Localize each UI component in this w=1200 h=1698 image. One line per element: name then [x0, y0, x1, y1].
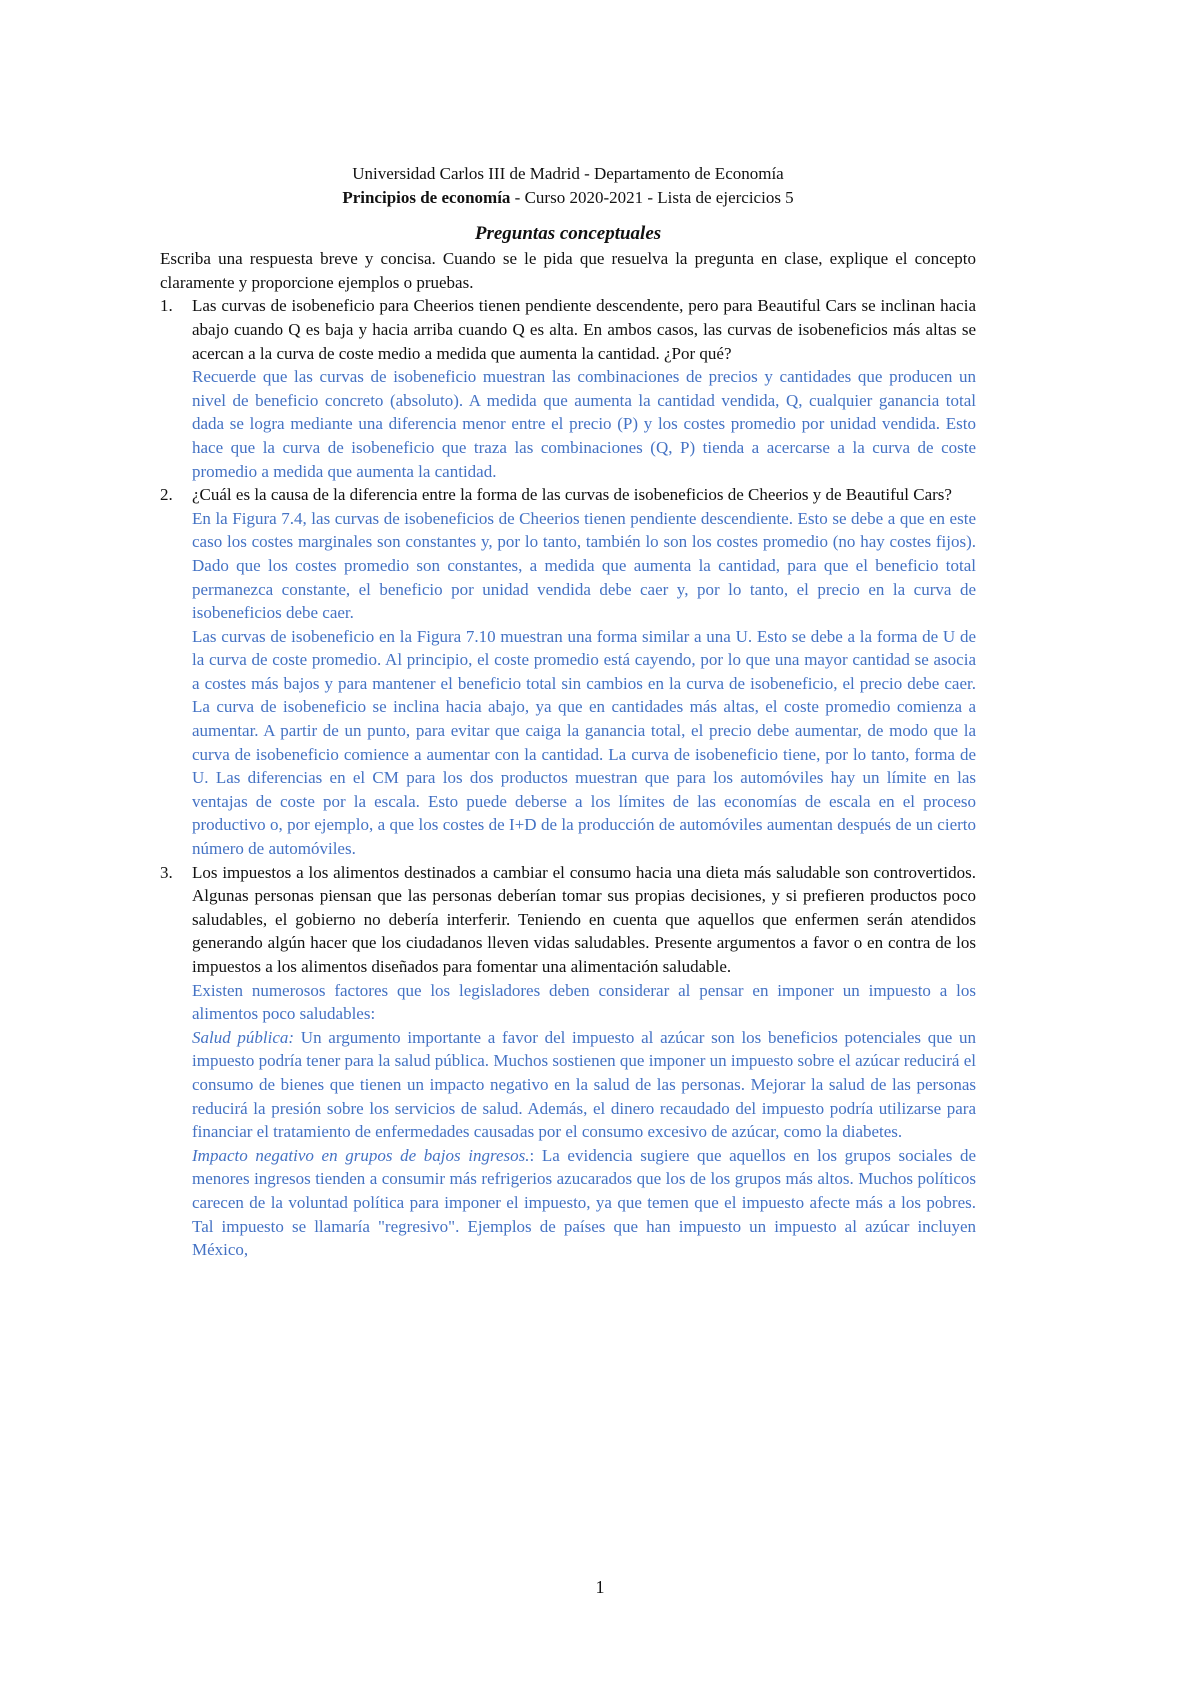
answer-text: Recuerde que las curvas de isobeneficio muestran las combinaciones de precios y cantidades que producen un nivel de beneficio concreto (absoluto). A medida que aumenta la cantidad vendida, Q, cualquier ganancia total dada se logra mediante una diferencia menor entre el precio (P) y los costes promedio por unidad vendida. Esto hace que la curva de isobeneficio que traza las combinaciones (Q, P) tienda a acercarse a la curva de coste promedio a medida que aumenta la cantidad. — [192, 367, 976, 481]
course-details: - Curso 2020-2021 - Lista de ejercicios 5 — [510, 187, 794, 207]
question-number: 2. — [160, 485, 173, 505]
question-number: 1. — [160, 296, 173, 316]
intro-text: Escriba una respuesta breve y concisa. Cuando se le pida que resuelva la pregunta en clase, explique el concepto claramente y proporcione ejemplos o pruebas. — [160, 249, 976, 292]
question-1 — [160, 294, 976, 483]
question-2 — [160, 483, 976, 861]
university-header: Universidad Carlos III de Madrid - Departamento de Economía — [352, 164, 784, 183]
point-label: Impacto negativo en grupos de bajos ingresos. — [192, 1145, 530, 1165]
document-page — [160, 160, 976, 1262]
question-text: Las curvas de isobeneficio para Cheerios tienen pendiente descendente, pero para Beautiful Cars se inclinan hacia abajo cuando Q es baja y hacia arriba cuando Q es alta. En ambos casos, las curvas de isobeneficios más altas se acercan a la curva de coste medio a medida que aumenta la cantidad. ¿Por qué? — [192, 296, 976, 363]
question-text: ¿Cuál es la causa de la diferencia entre la forma de las curvas de isobeneficios de Cheerios y de Beautiful Cars? — [192, 485, 952, 505]
section-title: Preguntas conceptuales — [474, 223, 662, 245]
answer-text: Existen numerosos factores que los legisladores deben considerar al pensar en imponer un impuesto a los alimentos poco saludables: — [192, 980, 976, 1024]
point-label: Salud pública: — [192, 1027, 295, 1047]
answer-point — [192, 1144, 976, 1262]
question-number: 3. — [160, 862, 173, 882]
point-text: : La evidencia sugiere que aquellos en los grupos sociales de menores ingresos tienden a consumir más refrigerios azucarados que los de los grupos más altos. Muchos políticos carecen de la voluntad política para imponer el impuesto, ya que temen que el impuesto afecte más a los pobres. Tal impuesto se llamaría "regresivo". Ejemplos de países que han impuesto un impuesto al azúcar incluyen México, — [192, 1145, 977, 1260]
course-title: Principios de economía — [342, 187, 511, 207]
course-header — [160, 186, 976, 210]
answer-text: En la Figura 7.4, las curvas de isobeneficios de Cheerios tienen pendiente descendiente. Esto se debe a que en este caso los costes marginales son constantes y, por lo tanto, también lo son los costes promedio (no hay costes fijos). Dado que los costes promedio son constantes, a medida que aumenta la cantidad, para que el beneficio total permanezca constante, el beneficio por unidad vendida debe caer y, por lo tanto, el precio en la curva de isobeneficios debe caer. — [192, 508, 976, 623]
point-text: Un argumento importante a favor del impuesto al azúcar son los beneficios potenciales que un impuesto podría tener para la salud pública. Muchos sostienen que imponer un impuesto sobre el azúcar reducirá el consumo de bienes que tienen un impacto negativo en la salud de las personas. Mejorar la salud de las personas reducirá la presión sobre los servicios de salud. Además, el dinero recaudado del impuesto podría utilizarse para financiar el tratamiento de enfermedades causadas por el consumo excesivo de azúcar, como la diabetes. — [192, 1027, 976, 1142]
answer-point — [192, 1026, 976, 1144]
question-3 — [160, 861, 976, 1262]
question-text: Los impuestos a los alimentos destinados a cambiar el consumo hacia una dieta más saludable son controvertidos. Algunas personas piensan que las personas deberían tomar sus propias decisiones, y si prefieren productos poco saludables, el gobierno no debería interferir. Teniendo en cuenta que aquellos que enfermen serán atendidos generando algún hacer que los ciudadanos lleven vidas saludables. Presente argumentos a favor o en contra de los impuestos a los alimentos diseñados para fomentar una alimentación saludable. — [192, 862, 976, 976]
page-number: 1 — [595, 1577, 605, 1597]
answer-text: Las curvas de isobeneficio en la Figura 7.10 muestran una forma similar a una U. Esto se debe a la forma de U de la curva de coste promedio. Al principio, el coste promedio está cayendo, por lo que una mayor cantidad se asocia a costes más bajos y para mantener el beneficio total sin cambios en la curva de isobeneficio, el precio debe caer. La curva de isobeneficio se inclina hacia abajo, ya que en cantidades más altas, el coste promedio comienza a aumentar. A partir de un punto, para evitar que caiga la ganancia total, el precio debe aumentar, de modo que la curva de isobeneficio comience a aumentar con la cantidad. La curva de isobeneficio tiene, por lo tanto, forma de U. Las diferencias en el CM para los dos productos muestran que para los automóviles hay un límite en las ventajas de coste por la escala. Esto puede deberse a los límites de las economías de escala en el proceso productivo o, por ejemplo, a que los costes de I+D de la producción de automóviles aumentan después de un cierto número de automóviles. — [192, 626, 976, 859]
